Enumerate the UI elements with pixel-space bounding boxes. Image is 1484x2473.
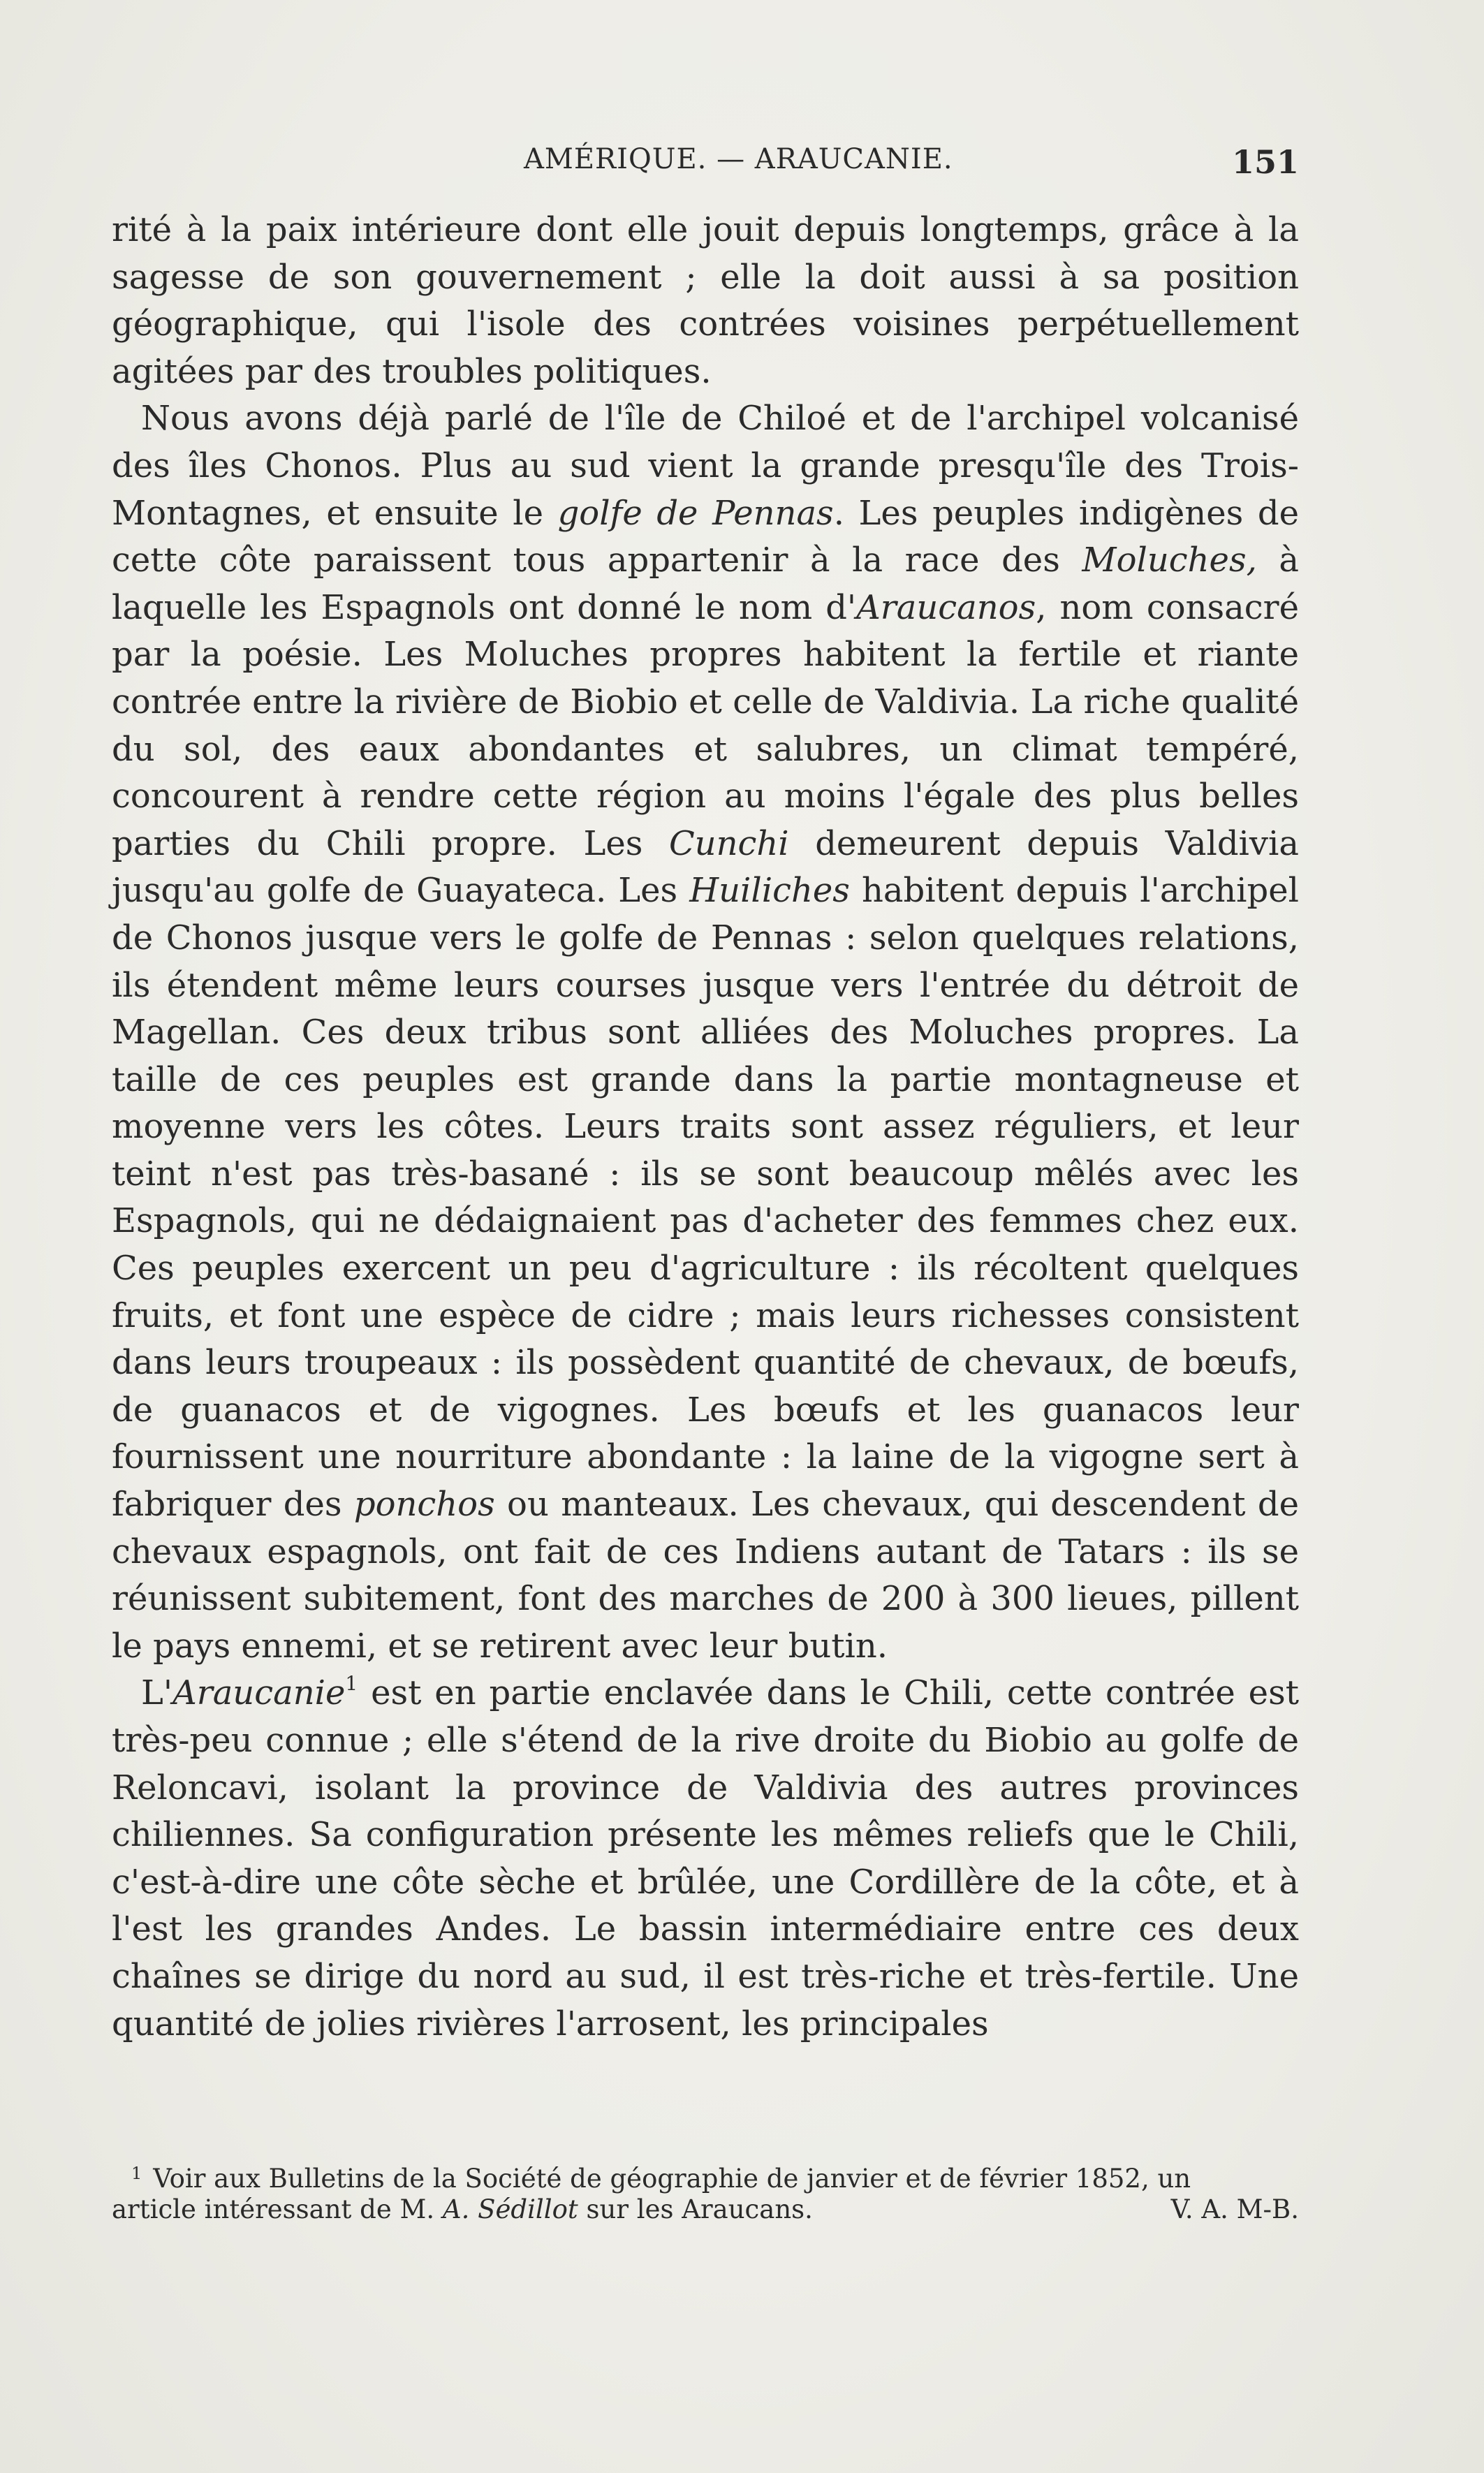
text-run: , nom consacré par la poésie. Les Moluches propres habitent la fertile et riante contrée entre la rivière de Biobio et celle de Valdivia. La riche qualité du sol, des eaux abondantes et salubres, un climat tempéré, concourent à rendre cette région au moins l'égale des plus belles parties du Chili propre. Les [112, 587, 1300, 863]
text-run: habitent depuis l'archipel de Chonos jusque vers le golfe de Pennas : selon quelques relations, ils étendent même leurs courses jusque vers l'entrée du détroit de Magellan. Ces deux tribus sont alliées des Moluches propres. La taille de ces peuples est grande dans la partie montagneuse et moyenne vers les côtes. Leurs traits sont assez réguliers, et leur teint n'est pas très-basané : ils se sont beaucoup mêlés avec les Espagnols, qui ne dédaignaient pas d'acheter des femmes chez eux. Ces peuples exercent un peu d'agriculture : ils récoltent quelques fruits, et font une espèce de cidre ; mais leurs richesses consistent dans leurs troupeaux : ils possèdent quantité de chevaux, de bœufs, de guanacos et de vigognes. Les bœufs et les guanacos leur fournissent une nourriture abondante : la laine de la vigogne sert à fabriquer des [112, 871, 1300, 1525]
footnote-line-1 [112, 2158, 1299, 2194]
text-run: demeurent depuis Valdivia jusqu'au golfe de Guayateca. Les [112, 823, 1299, 911]
body-text [112, 207, 1299, 2048]
italic-term: Araucanie [172, 1673, 346, 1713]
paragraph [112, 395, 1299, 1670]
italic-term: Huiliches [689, 871, 850, 911]
page-header [112, 143, 1299, 185]
footnote-reference: 1 [345, 1672, 358, 1696]
footnote-author: A. Sédillot [442, 2194, 578, 2224]
footnotes [112, 2158, 1299, 2225]
text-run: est en partie enclavée dans le Chili, cette contrée est très-peu connue ; elle s'étend de la rive droite du Biobio au golfe de Reloncavi, isolant la province de Valdivia des autres provinces chiliennes. Sa configuration présente les mêmes reliefs que le Chili, c'est-à-dire une côte sèche et brûlée, une Cordillère de la côte, et à l'est les grandes Andes. Le bassin intermédiaire entre ces deux chaînes se dirige du nord au sud, il est très-riche et très-fertile. Une quantité de jolies rivières l'arrosent, les principales [112, 1673, 1299, 2043]
italic-term: ponchos [353, 1485, 495, 1525]
footnote-line-2 [112, 2194, 1299, 2225]
italic-term: Araucanos [856, 587, 1036, 627]
footnote-signature: V. A. M-B. [1170, 2194, 1299, 2224]
italic-term: Cunchi [668, 823, 789, 863]
paragraph [112, 207, 1299, 395]
running-head: AMÉRIQUE. — ARAUCANIE. [524, 143, 953, 175]
paragraph [112, 1670, 1299, 2048]
footnote-text-suffix: sur les Araucans. [578, 2194, 813, 2224]
text-run: . Les peuples indigènes de cette côte paraissent tous appartenir à la race des [112, 493, 1299, 580]
italic-term: Moluches, [1082, 541, 1257, 580]
italic-term: golfe de Pennas [557, 493, 834, 533]
text-run: Nous avons déjà parlé de l'île de Chiloé et de l'archipel volcanisé des îles Chonos. Plus au sud vient la grande presqu'île des Trois-Montagnes, et ensuite le [112, 399, 1299, 533]
footnote-mark: 1 [131, 2164, 142, 2183]
footnote-text-prefix: article intéressant de M. [112, 2194, 443, 2224]
text-run: rité à la paix intérieure dont elle jouit depuis longtemps, grâce à la sagesse de son gouvernement ; elle la doit aussi à sa position géographique, qui l'isole des contrées voisines perpétuellement agitées par des troubles politiques. [112, 210, 1299, 391]
text-run: ou manteaux. Les chevaux, qui descendent de chevaux espagnols, ont fait de ces Indiens autant de Tatars : ils se réunissent subitement, font des marches de 200 à 300 lieues, pillent le pays ennemi, et se retirent avec leur butin. [112, 1485, 1299, 1666]
page-number: 151 [1231, 143, 1299, 181]
text-run: L' [141, 1673, 173, 1713]
text-run: à laquelle les Espagnols ont donné le nom d' [112, 541, 1300, 627]
footnote-text: Voir aux Bulletins de la Société de géographie de janvier et de février 1852, un [153, 2164, 1191, 2194]
